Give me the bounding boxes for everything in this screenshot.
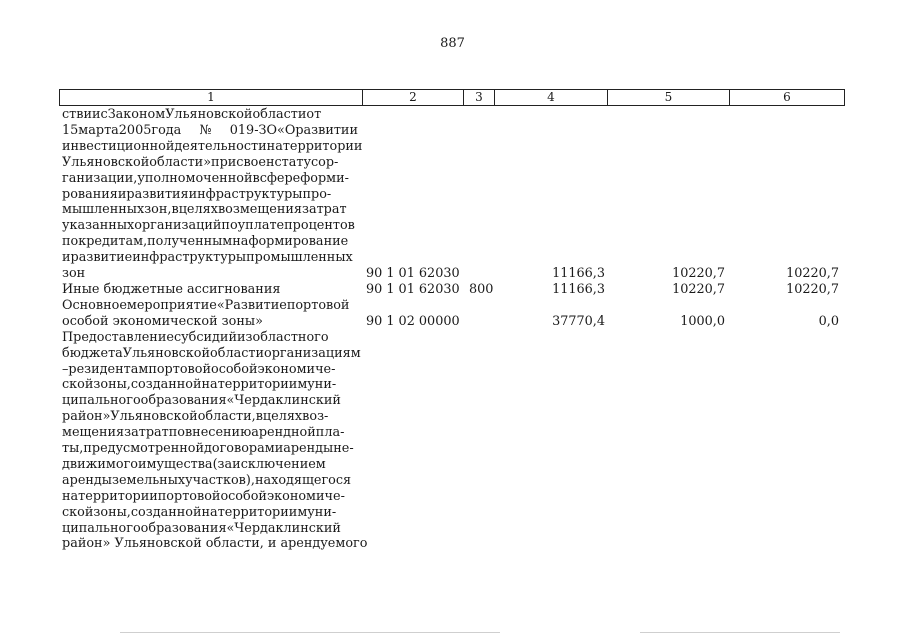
- description-line: ганизации,уполномоченнойвсфереформи-: [62, 170, 349, 186]
- header-col-5: 5: [608, 90, 730, 105]
- description-line: рованияиразвитияинфраструктурыпро-: [62, 186, 332, 202]
- scan-noise: [640, 632, 840, 633]
- row-description: [62, 282, 358, 298]
- row-value-6: 0,0: [818, 313, 839, 329]
- table-header: [59, 89, 845, 106]
- description-line: ципальногообразования«Чердаклинский: [62, 393, 341, 409]
- row-value-5: 10220,7: [672, 266, 725, 282]
- description-line: мышленныхзон,вцеляхвозмещениязатрат: [62, 202, 347, 218]
- description-line: –резидентампортовойособойэкономиче-: [62, 361, 336, 377]
- header-col-6: 6: [783, 90, 791, 104]
- page-number: 887: [440, 36, 465, 51]
- row-type: 800: [469, 281, 494, 297]
- description-line: иразвитиеинфраструктурыпромышленных: [62, 250, 353, 266]
- description-line: зон: [62, 266, 86, 282]
- description-line: Предоставлениесубсидийизобластного: [62, 329, 329, 345]
- scan-noise: [120, 632, 500, 633]
- row-code: 90 1 02 00000: [366, 313, 460, 329]
- row-value-4: 37770,4: [552, 313, 605, 329]
- header-col-1: 1: [60, 90, 363, 105]
- description-line: район» Ульяновской области, и арендуемого: [62, 536, 368, 552]
- row-value-5: 10220,7: [672, 281, 725, 297]
- description-line: Иные бюджетные ассигнования: [62, 281, 281, 297]
- description-line: Основноемероприятие«Развитиепортовой: [62, 297, 350, 313]
- description-line: 15марта2005года№019-ЗО«Оразвитии: [62, 122, 358, 138]
- header-col-4: 4: [495, 90, 608, 105]
- table-body: [62, 107, 852, 552]
- description-line: мещениязатратповнесениюаренднойпла-: [62, 425, 345, 441]
- description-line: арендыземельныхучастков),находящегося: [62, 472, 352, 488]
- description-line: покредитам,полученнымнаформирование: [62, 234, 349, 250]
- row-value-6: 10220,7: [786, 281, 839, 297]
- description-line: ципальногообразования«Чердаклинский: [62, 520, 341, 536]
- description-line: Ульяновскойобласти»присвоенстатусор-: [62, 154, 339, 170]
- description-line: движимогоимущества(заисключением: [62, 456, 326, 472]
- description-line: ты,предусмотреннойдоговорамиарендыне-: [62, 441, 354, 457]
- description-line: бюджетаУльяновскойобластиорганизациям: [62, 345, 361, 361]
- table-row: [62, 298, 852, 330]
- row-value-4: 11166,3: [552, 281, 605, 297]
- row-value-5: 1000,0: [680, 313, 725, 329]
- row-value-6: 10220,7: [786, 266, 839, 282]
- description-line: район»Ульяновскойобласти,вцеляхвоз-: [62, 409, 329, 425]
- row-code: 90 1 01 62030: [366, 281, 460, 297]
- row-description: [62, 298, 358, 330]
- header-col-3: 3: [464, 90, 495, 105]
- description-line: инвестиционнойдеятельностинатерритории: [62, 138, 363, 154]
- description-line: скойзоны,созданнойнатерриториимуни-: [62, 377, 337, 393]
- row-code: 90 1 01 62030: [366, 266, 460, 282]
- description-line: натерриториипортовойособойэкономиче-: [62, 488, 345, 504]
- table-row: [62, 282, 852, 298]
- description-line: указанныхорганизацийпоуплатепроцентов: [62, 218, 355, 234]
- row-description: [62, 107, 363, 282]
- table-row: [62, 330, 852, 553]
- description-line: особой экономической зоны»: [62, 313, 263, 329]
- row-description: [62, 329, 368, 553]
- table-row: [62, 107, 852, 282]
- header-col-2: 2: [363, 90, 464, 105]
- row-value-4: 11166,3: [552, 266, 605, 282]
- description-line: скойзоны,созданнойнатерриториимуни-: [62, 504, 337, 520]
- description-line: ствиисЗакономУльяновскойобластиот: [62, 107, 322, 122]
